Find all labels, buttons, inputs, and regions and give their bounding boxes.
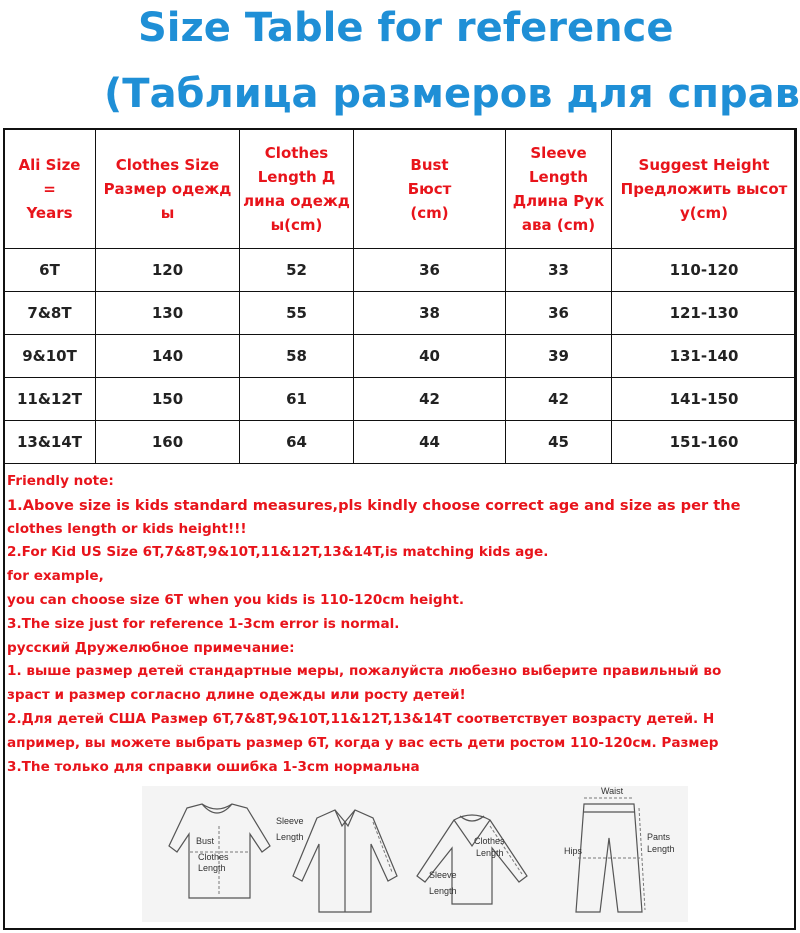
cell-bust: 44: [354, 421, 506, 464]
table-header-row: [4, 129, 797, 249]
cell-clothes-length: 58: [240, 335, 354, 378]
cell-sleeve-length: 33: [506, 249, 612, 292]
label-length: Length: [198, 863, 226, 873]
label-bust: Bust: [196, 836, 215, 846]
label-waist: Waist: [601, 786, 624, 796]
cell-clothes-size: 120: [96, 249, 240, 292]
cell-sleeve-length: 39: [506, 335, 612, 378]
table-row: [4, 292, 797, 335]
cell-bust: 36: [354, 249, 506, 292]
note-line: апример, вы можете выбрать размер 6T, когда у вас есть дети ростом 110-120см. Размер: [7, 734, 719, 751]
cell-clothes-size: 140: [96, 335, 240, 378]
note-line: for example,: [7, 568, 104, 585]
cell-bust: 42: [354, 378, 506, 421]
cell-suggest-height: 151-160: [612, 421, 797, 464]
cell-clothes-length: 55: [240, 292, 354, 335]
note-line: 1.Above size is kids standard measures,pls kindly choose correct age and size as per the: [7, 496, 741, 514]
cell-clothes-size: 150: [96, 378, 240, 421]
header-suggest-height: Suggest Height Предложить высот у(cm): [612, 129, 797, 249]
cell-clothes-length: 61: [240, 378, 354, 421]
header-bust: Bust Бюст (cm): [354, 129, 506, 249]
header-ali-size: Ali Size = Years: [4, 129, 96, 249]
note-line: clothes length or kids height!!!: [7, 520, 247, 537]
label-sleeve-2: Sleeve: [429, 870, 457, 880]
cell-suggest-height: 141-150: [612, 378, 797, 421]
cell-ali-size: 11&12T: [4, 378, 96, 421]
cell-ali-size: 9&10T: [4, 335, 96, 378]
header-clothes-size: Clothes Size Размер одежд ы: [96, 129, 240, 249]
note-line: 1. выше размер детей стандартные меры, пожалуйста любезно выберите правильный во: [7, 663, 722, 680]
table-row: [4, 378, 797, 421]
notes-section: [7, 470, 793, 779]
cell-sleeve-length: 36: [506, 292, 612, 335]
note-line: you can choose size 6T when you kids is 110-120cm height.: [7, 591, 464, 608]
cell-ali-size: 6T: [4, 249, 96, 292]
note-line: 3.The size just for reference 1-3cm error is normal.: [7, 615, 400, 632]
header-clothes-length: Clothes Length Д лина одежд ы(cm): [240, 129, 354, 249]
cell-suggest-height: 131-140: [612, 335, 797, 378]
label-clothes-2: Clothes: [474, 836, 505, 846]
size-table: [3, 128, 797, 464]
header-sleeve-length: Sleeve Length Длина Рук ава (cm): [506, 129, 612, 249]
cell-bust: 40: [354, 335, 506, 378]
cell-clothes-size: 130: [96, 292, 240, 335]
note-line: 2.Для детей США Размер 6T,7&8T,9&10T,11&12T,13&14T соответствует возрасту детей. Н: [7, 710, 715, 727]
table-row: [4, 421, 797, 464]
note-line: 3.The только для справки ошибка 1-3cm нормальна: [7, 758, 420, 775]
cell-clothes-length: 64: [240, 421, 354, 464]
cell-ali-size: 13&14T: [4, 421, 96, 464]
label-pants-length: Length: [647, 844, 675, 854]
note-line: Friendly note:: [7, 473, 114, 489]
cell-ali-size: 7&8T: [4, 292, 96, 335]
cell-bust: 38: [354, 292, 506, 335]
note-line: 2.For Kid US Size 6T,7&8T,9&10T,11&12T,13&14T,is matching kids age.: [7, 544, 549, 561]
label-sleeve: Sleeve: [276, 816, 304, 826]
label-length-2: Length: [476, 848, 504, 858]
label-pants: Pants: [647, 832, 671, 842]
page-subtitle: (Таблица размеров для справ: [104, 71, 800, 117]
note-line: русский Дружелюбное примечание:: [7, 639, 295, 656]
cell-sleeve-length: 45: [506, 421, 612, 464]
note-line: зраст и размер согласно длине одежды или росту детей!: [7, 687, 466, 704]
table-row: [4, 335, 797, 378]
label-sleeve-length: Length: [276, 832, 304, 842]
cell-suggest-height: 121-130: [612, 292, 797, 335]
cell-clothes-size: 160: [96, 421, 240, 464]
label-length-3: Length: [429, 886, 457, 896]
cell-suggest-height: 110-120: [612, 249, 797, 292]
cell-sleeve-length: 42: [506, 378, 612, 421]
label-hips: Hips: [564, 846, 583, 856]
page-title: Size Table for reference: [138, 5, 674, 51]
cell-clothes-length: 52: [240, 249, 354, 292]
table-row: [4, 249, 797, 292]
shirt-sketch: [293, 810, 397, 912]
measurement-illustration: [142, 786, 688, 922]
label-clothes: Clothes: [198, 852, 229, 862]
